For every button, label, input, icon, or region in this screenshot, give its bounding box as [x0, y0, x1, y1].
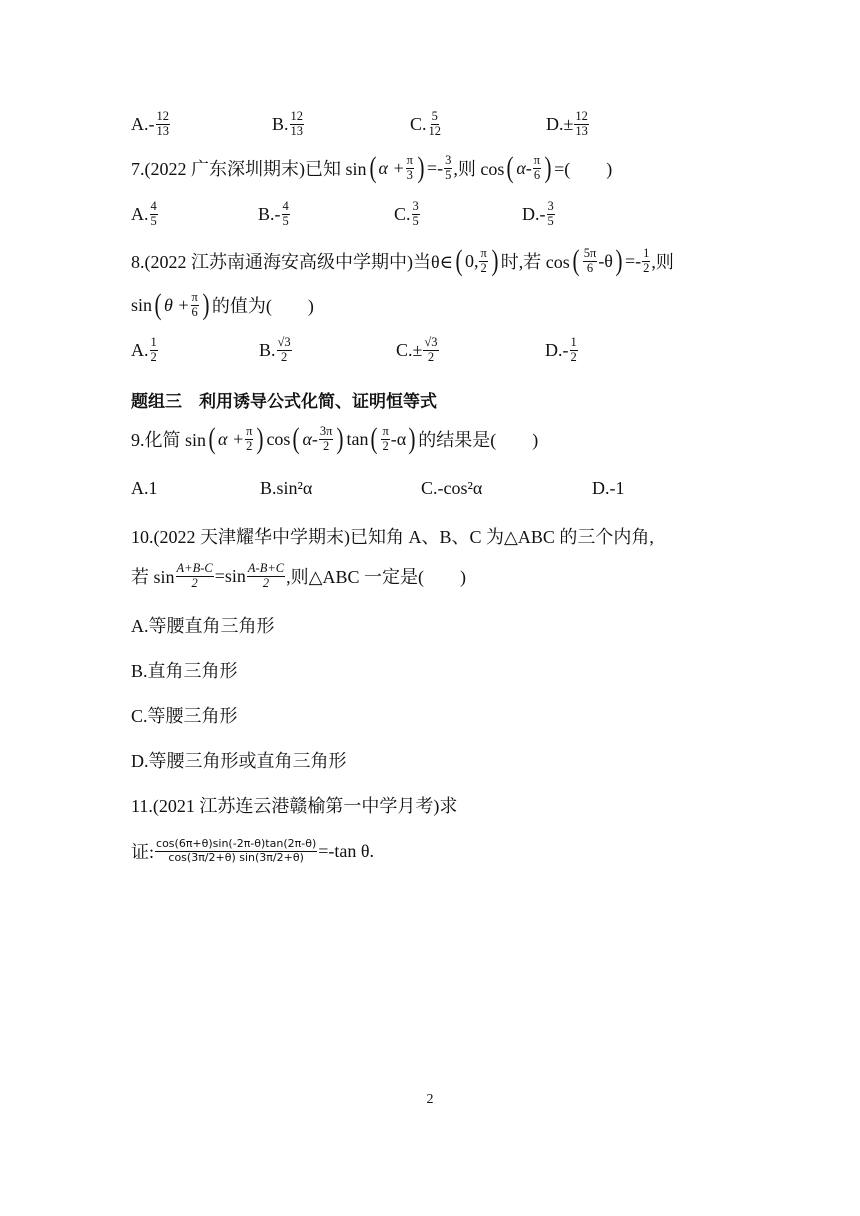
q7-option-d: D.- $\frac{3}{5}$	[522, 199, 554, 228]
question-10-line-2: 若 sin $\frac{A+B-C}{2}$ =sin $\frac{A-B+C}{2}$ ,则△ABC 一定是( )	[131, 561, 466, 590]
fraction: $\frac{12}{13}$	[575, 109, 588, 138]
question-11: 11.(2021 江苏连云港赣榆第一中学月考)求	[131, 796, 458, 816]
q8-option-a: A. $\frac{1}{2}$	[131, 335, 157, 364]
proof-fraction: $\frac{\cos(6\pi+\theta)\sin(-2\pi-\theta)\tan(2\pi-\theta)}{\cos(3\pi/2+\theta) \sin(3\pi/2+\theta)}$	[156, 837, 317, 864]
q6-option-b: B. $\frac{12}{13}$	[272, 109, 304, 138]
question-7: 7.(2022 广东深圳期末)已知 sin ( α + $\frac{\pi}{3}$ ) =- $\frac{3}{5}$ ,则 cos ( α- $\frac{\pi}{6}$ ) =( )	[131, 151, 613, 184]
q9-option-c: C.-cos²α	[421, 478, 483, 498]
q9-option-b: B.sin²α	[260, 478, 313, 498]
q7-option-a: A. $\frac{4}{5}$	[131, 199, 157, 228]
q7-option-b: B.- $\frac{4}{5}$	[258, 199, 289, 228]
q6-option-c: C. $\frac{5}{12}$	[410, 109, 442, 138]
question-8: 8.(2022 江苏南通海安高级中学期中)当θ∈ ( 0, $\frac{\pi}{2}$ ) 时,若 cos ( $\frac{5\pi}{6}$ -θ ) =- $\frac{1}{2}$ ,则	[131, 244, 674, 277]
q8-option-c: C.± $\frac{√3}{2}$	[396, 335, 438, 364]
question-9: 9.化简 sin ( α + $\frac{\pi}{2}$ ) cos ( α- $\frac{3\pi}{2}$ ) tan ( $\frac{\pi}{2}$ -α ) 的结果是( )	[131, 422, 539, 455]
fraction: $\frac{12}{13}$	[290, 109, 304, 138]
q6-option-d: D.± $\frac{12}{13}$	[546, 109, 588, 138]
question-10: 10.(2022 天津耀华中学期末)已知角 A、B、C 为△ABC 的三个内角,	[131, 527, 654, 547]
q10-option-d: D.等腰三角形或直角三角形	[131, 751, 347, 771]
q9-option-d: D.-1	[592, 478, 625, 498]
q10-option-c: C.等腰三角形	[131, 706, 238, 726]
question-11-line-2: 证: $\frac{\cos(6\pi+\theta)\sin(-2\pi-\theta)\tan(2\pi-\theta)}{\cos(3\pi/2+\theta) \sin(3\pi/2+\theta)}$ =-tan θ.	[131, 837, 375, 864]
q10-option-a: A.等腰直角三角形	[131, 616, 275, 636]
q7-option-c: C. $\frac{3}{5}$	[394, 199, 419, 228]
q6-option-a: A.- $\frac{12}{13}$	[131, 109, 169, 138]
q9-option-a: A.1	[131, 478, 158, 498]
q10-option-b: B.直角三角形	[131, 661, 238, 681]
q8-option-b: B. $\frac{√3}{2}$	[259, 335, 291, 364]
q8-option-d: D.- $\frac{1}{2}$	[545, 335, 577, 364]
fraction: $\frac{12}{13}$	[156, 109, 169, 138]
question-8-line-2: sin ( θ + $\frac{\pi}{6}$ ) 的值为( )	[131, 288, 314, 321]
fraction: $\frac{5}{12}$	[428, 109, 442, 138]
section-heading: 题组三 利用诱导公式化简、证明恒等式	[131, 392, 437, 412]
page-number: 2	[426, 1092, 434, 1107]
